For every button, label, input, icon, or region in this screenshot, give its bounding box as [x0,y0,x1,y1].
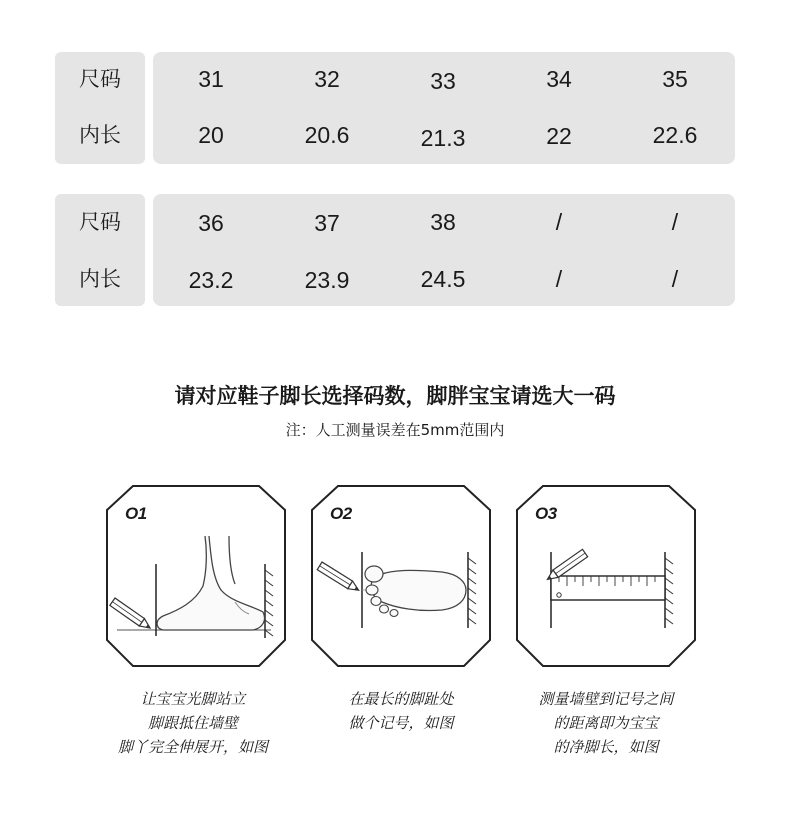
step-number: O2 [330,504,352,523]
length-row-label: 内长 [79,267,121,291]
length-cell: 20.6 [304,122,350,148]
size-cell: 31 [198,66,224,92]
size-cell: 34 [546,66,572,92]
size-table-2 [55,194,735,306]
size-cell: 35 [662,66,688,92]
step-number: O3 [535,504,557,523]
caption-line: 脚丫完全伸展开，如图 [117,738,268,756]
caption-line: 脚跟抵住墙壁 [147,714,238,732]
length-cell: / [555,266,563,292]
label-column [55,194,145,306]
size-cell: 36 [198,210,224,236]
length-cell: 20 [198,122,224,148]
size-row-label: 尺码 [79,67,121,91]
step-2-panel [308,478,494,670]
value-column [153,52,735,164]
length-cell: 22 [546,123,572,149]
step-1-panel [103,478,289,670]
size-cell: 33 [430,68,456,94]
caption-line: 测量墙壁到记号之间 [538,690,674,708]
step-3-caption [491,687,721,759]
step-3-panel [513,478,699,670]
step-1-caption [78,687,308,759]
size-cell: 38 [430,209,456,235]
size-cell: 37 [314,210,340,236]
size-cell: / [555,209,563,235]
label-column [55,52,145,164]
step-2-caption [286,687,516,735]
size-row-label: 尺码 [79,210,121,234]
heading: 请对应鞋子脚长选择码数，脚胖宝宝请选大一码 [174,384,616,408]
step-number: O1 [125,504,147,523]
caption-line: 的净脚长，如图 [553,738,659,756]
size-cell: 32 [314,66,340,92]
length-cell: 24.5 [420,266,466,292]
caption-line: 做个记号，如图 [348,714,454,732]
length-cell: / [671,266,679,292]
length-cell: 23.2 [188,267,234,293]
length-cell: 22.6 [652,122,698,148]
value-column [153,194,735,306]
caption-line: 在最长的脚趾处 [348,690,454,708]
size-cell: / [671,209,679,235]
measurement-note: 注：人工测量误差在5mm范围内 [285,421,505,439]
caption-line: 的距离即为宝宝 [553,714,659,732]
length-cell: 23.9 [304,267,350,293]
length-row-label: 内长 [79,123,121,147]
size-table-1 [55,52,735,164]
caption-line: 让宝宝光脚站立 [140,690,246,708]
length-cell: 21.3 [420,125,466,151]
